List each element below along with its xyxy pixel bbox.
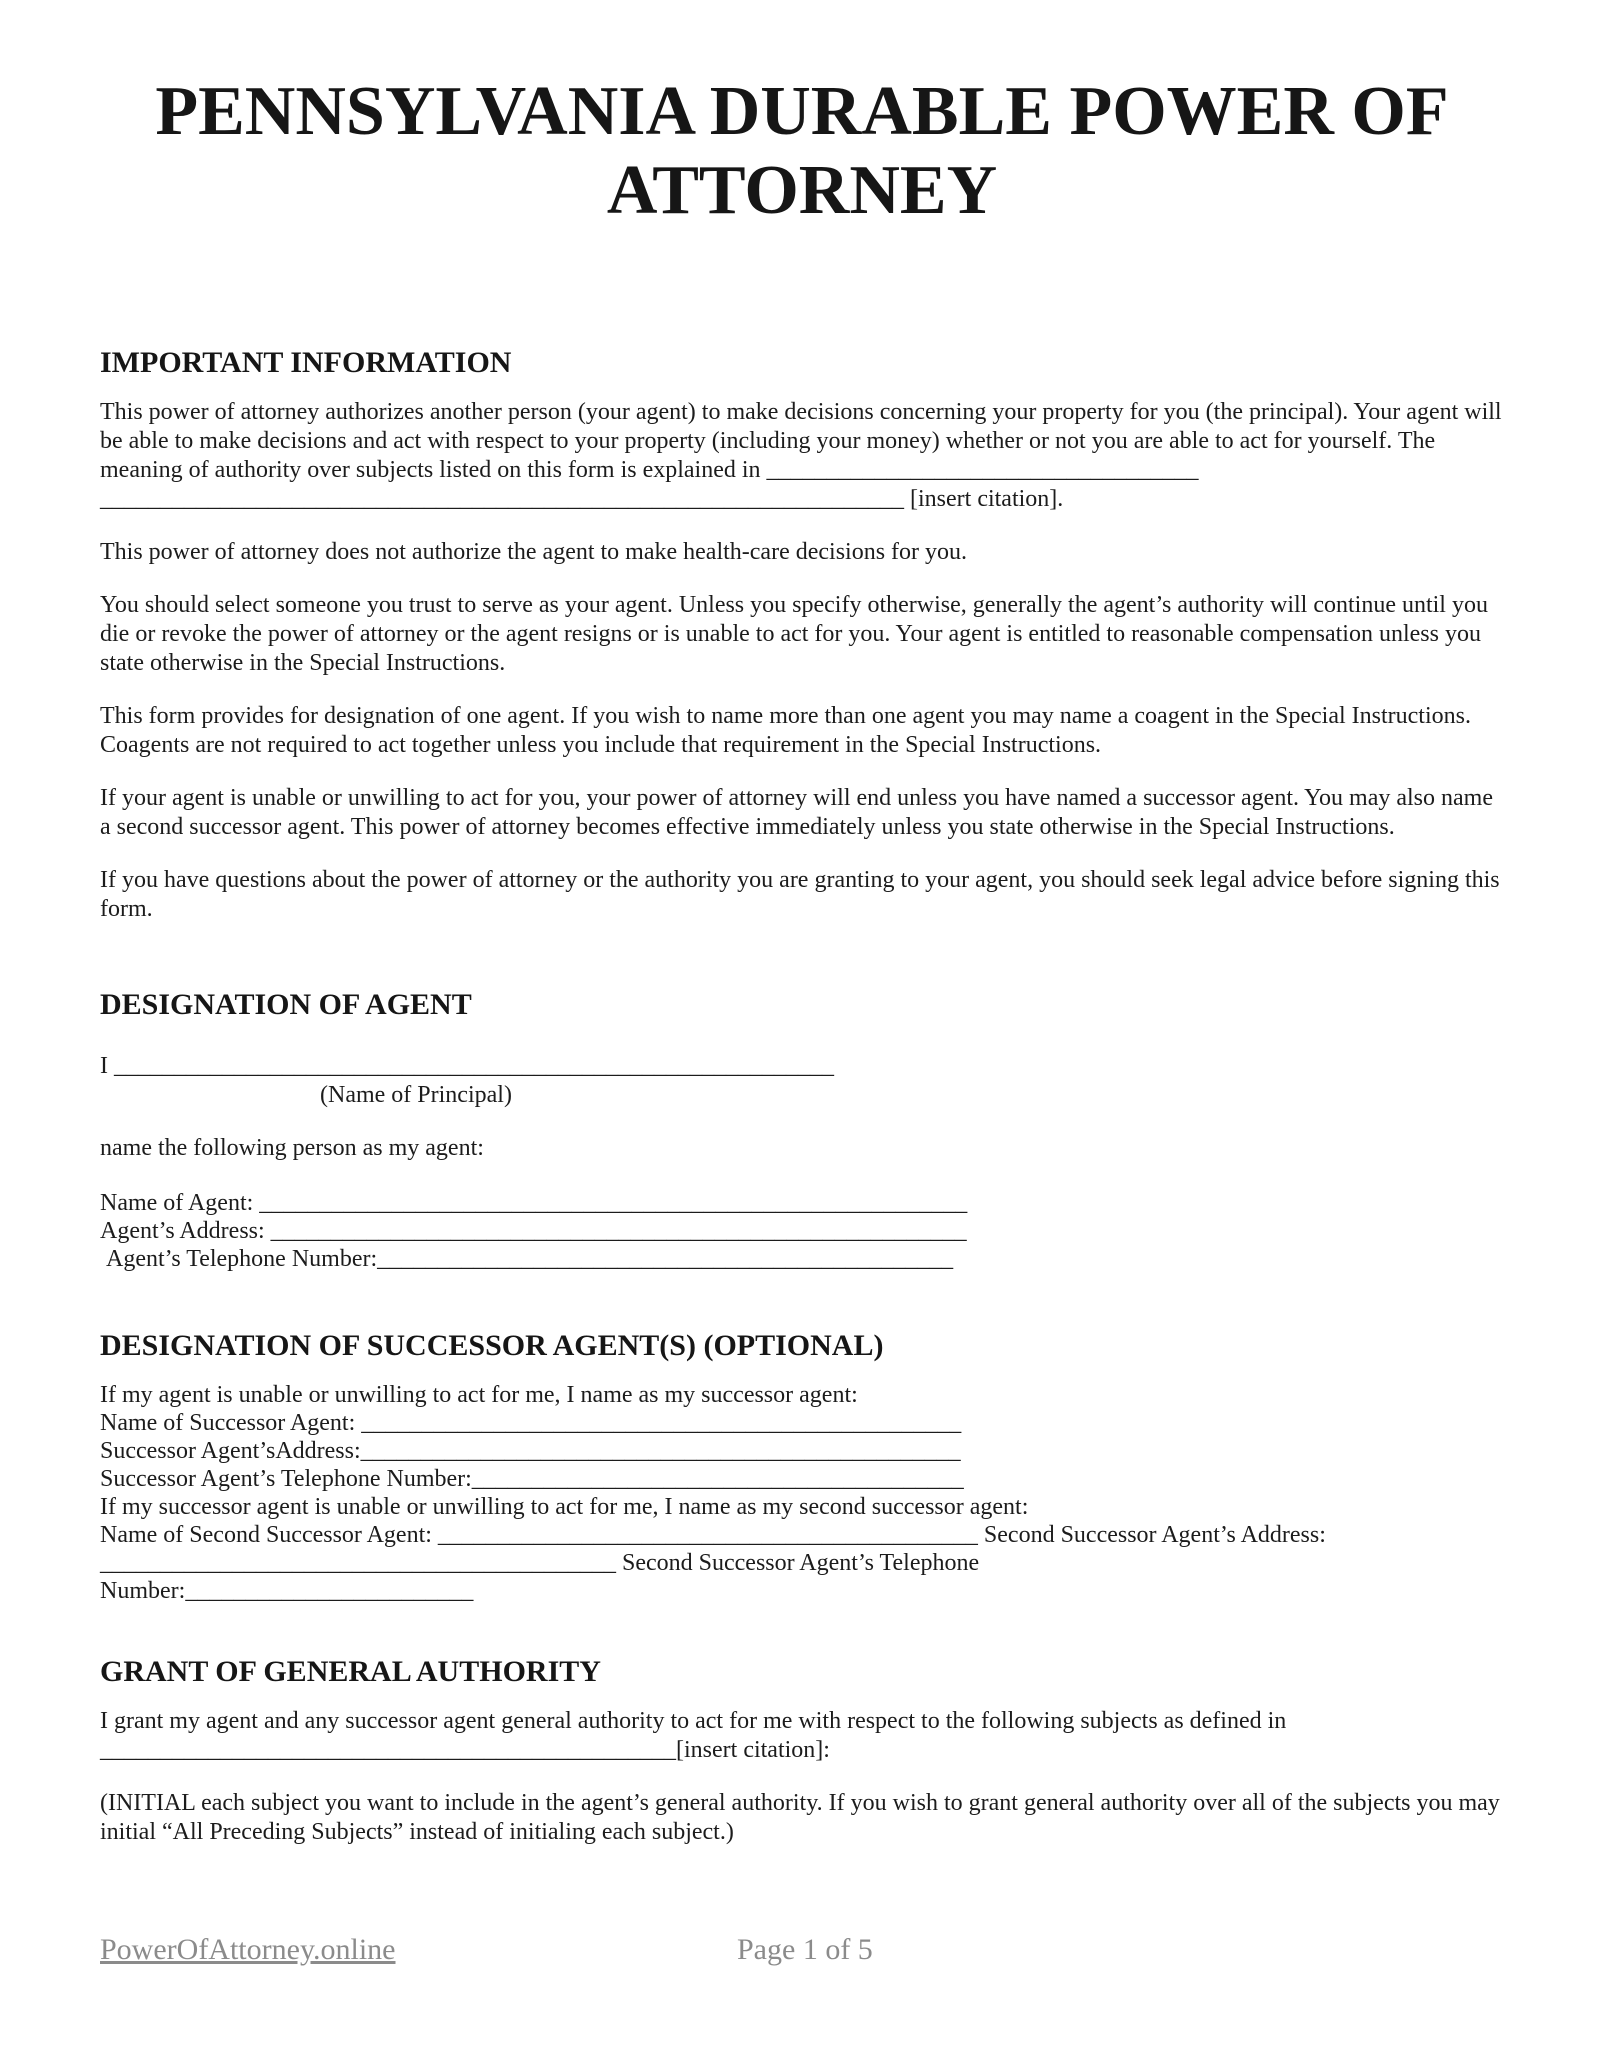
paragraph-grant-authority: I grant my agent and any successor agent general authority to act for me with respect to the following subjects as defined in ________________________________________________[insert citation]: (100, 1708, 1287, 1763)
agent-designation-intro: name the following person as my agent: (100, 1135, 484, 1161)
agent-fields-block (100, 1189, 1504, 1273)
section-heading-grant-of-general-authority: GRANT OF GENERAL AUTHORITY (100, 1655, 601, 1688)
field-line-successor-telephone: Successor Agent’s Telephone Number:_________________________________________ (100, 1466, 964, 1492)
field-line-agent-telephone: Agent’s Telephone Number:________________________________________________ (100, 1246, 954, 1272)
field-line-successor-address: Successor Agent’sAddress:__________________________________________________ (100, 1438, 961, 1464)
principal-name-caption: (Name of Principal) (320, 1082, 512, 1108)
footer-site-link[interactable]: PowerOfAttorney.online (100, 1933, 396, 1966)
field-line-agent-address: Agent’s Address: __________________________________________________________ (100, 1218, 967, 1244)
section-heading-designation-of-agent: DESIGNATION OF AGENT (100, 988, 472, 1021)
second-successor-intro-line: If my successor agent is unable or unwilling to act for me, I name as my second successor agent: (100, 1494, 1029, 1520)
document-title: PENNSYLVANIA DURABLE POWER OF ATTORNEY (155, 73, 1449, 229)
section-heading-important-information: IMPORTANT INFORMATION (100, 346, 512, 379)
field-line-second-successor-name-address: Name of Second Successor Agent: _____________________________________________ Second Successor Agent’s Address: (100, 1522, 1326, 1548)
field-line-second-successor-number: Number:________________________ (100, 1578, 474, 1604)
field-line-second-successor-address-telephone: ___________________________________________ Second Successor Agent’s Telephone (100, 1550, 980, 1576)
page-footer (100, 1933, 1504, 1973)
paragraph-agent-selection: You should select someone you trust to serve as your agent. Unless you specify otherwise, generally the agent’s authority will continue until you die or revoke the power of attorney or the agent resigns or is unable to act for you. Your agent is entitled to reasonable compensation unless you state otherwise in the Special Instructions. (100, 592, 1488, 676)
successor-fields-block (100, 1381, 1504, 1605)
successor-intro-line: If my agent is unable or unwilling to act for me, I name as my successor agent: (100, 1382, 858, 1408)
footer-page-number: Page 1 of 5 (737, 1933, 873, 1966)
section-heading-designation-of-successor: DESIGNATION OF SUCCESSOR AGENT(S) (OPTIONAL) (100, 1329, 884, 1362)
paragraph-initial-instruction: (INITIAL each subject you want to include in the agent’s general authority. If you wish to grant general authority over all of the subjects you may initial “All Preceding Subjects” instead of initialing each subject.) (100, 1790, 1500, 1845)
field-line-agent-name: Name of Agent: ___________________________________________________________ (100, 1190, 968, 1216)
principal-name-blank-line: I ____________________________________________________________ (100, 1053, 834, 1079)
paragraph-successor-info: If your agent is unable or unwilling to act for you, your power of attorney will end unless you have named a successor agent. You may also name a second successor agent. This power of attorney becomes effective immediately unless you state otherwise in the Special Instructions. (100, 785, 1493, 840)
paragraph-coagents: This form provides for designation of one agent. If you wish to name more than one agent you may name a coagent in the Special Instructions. Coagents are not required to act together unless you include that requirement in the Special Instructions. (100, 703, 1471, 758)
paragraph-authorization: This power of attorney authorizes another person (your agent) to make decisions concerning your property for you (the principal). Your agent will be able to make decisions and act with respect to your property (including your money) whether or not you are able to act for yourself. The meaning of authority over subjects listed on this form is explained in ____________________________________ ___________________________________________________________________ [insert citation]. (100, 399, 1502, 512)
field-line-successor-name: Name of Successor Agent: __________________________________________________ (100, 1410, 962, 1436)
paragraph-healthcare-exclusion: This power of attorney does not authorize the agent to make health-care decisions for you. (100, 539, 968, 565)
paragraph-legal-advice: If you have questions about the power of attorney or the authority you are granting to your agent, you should seek legal advice before signing this form. (100, 867, 1500, 922)
